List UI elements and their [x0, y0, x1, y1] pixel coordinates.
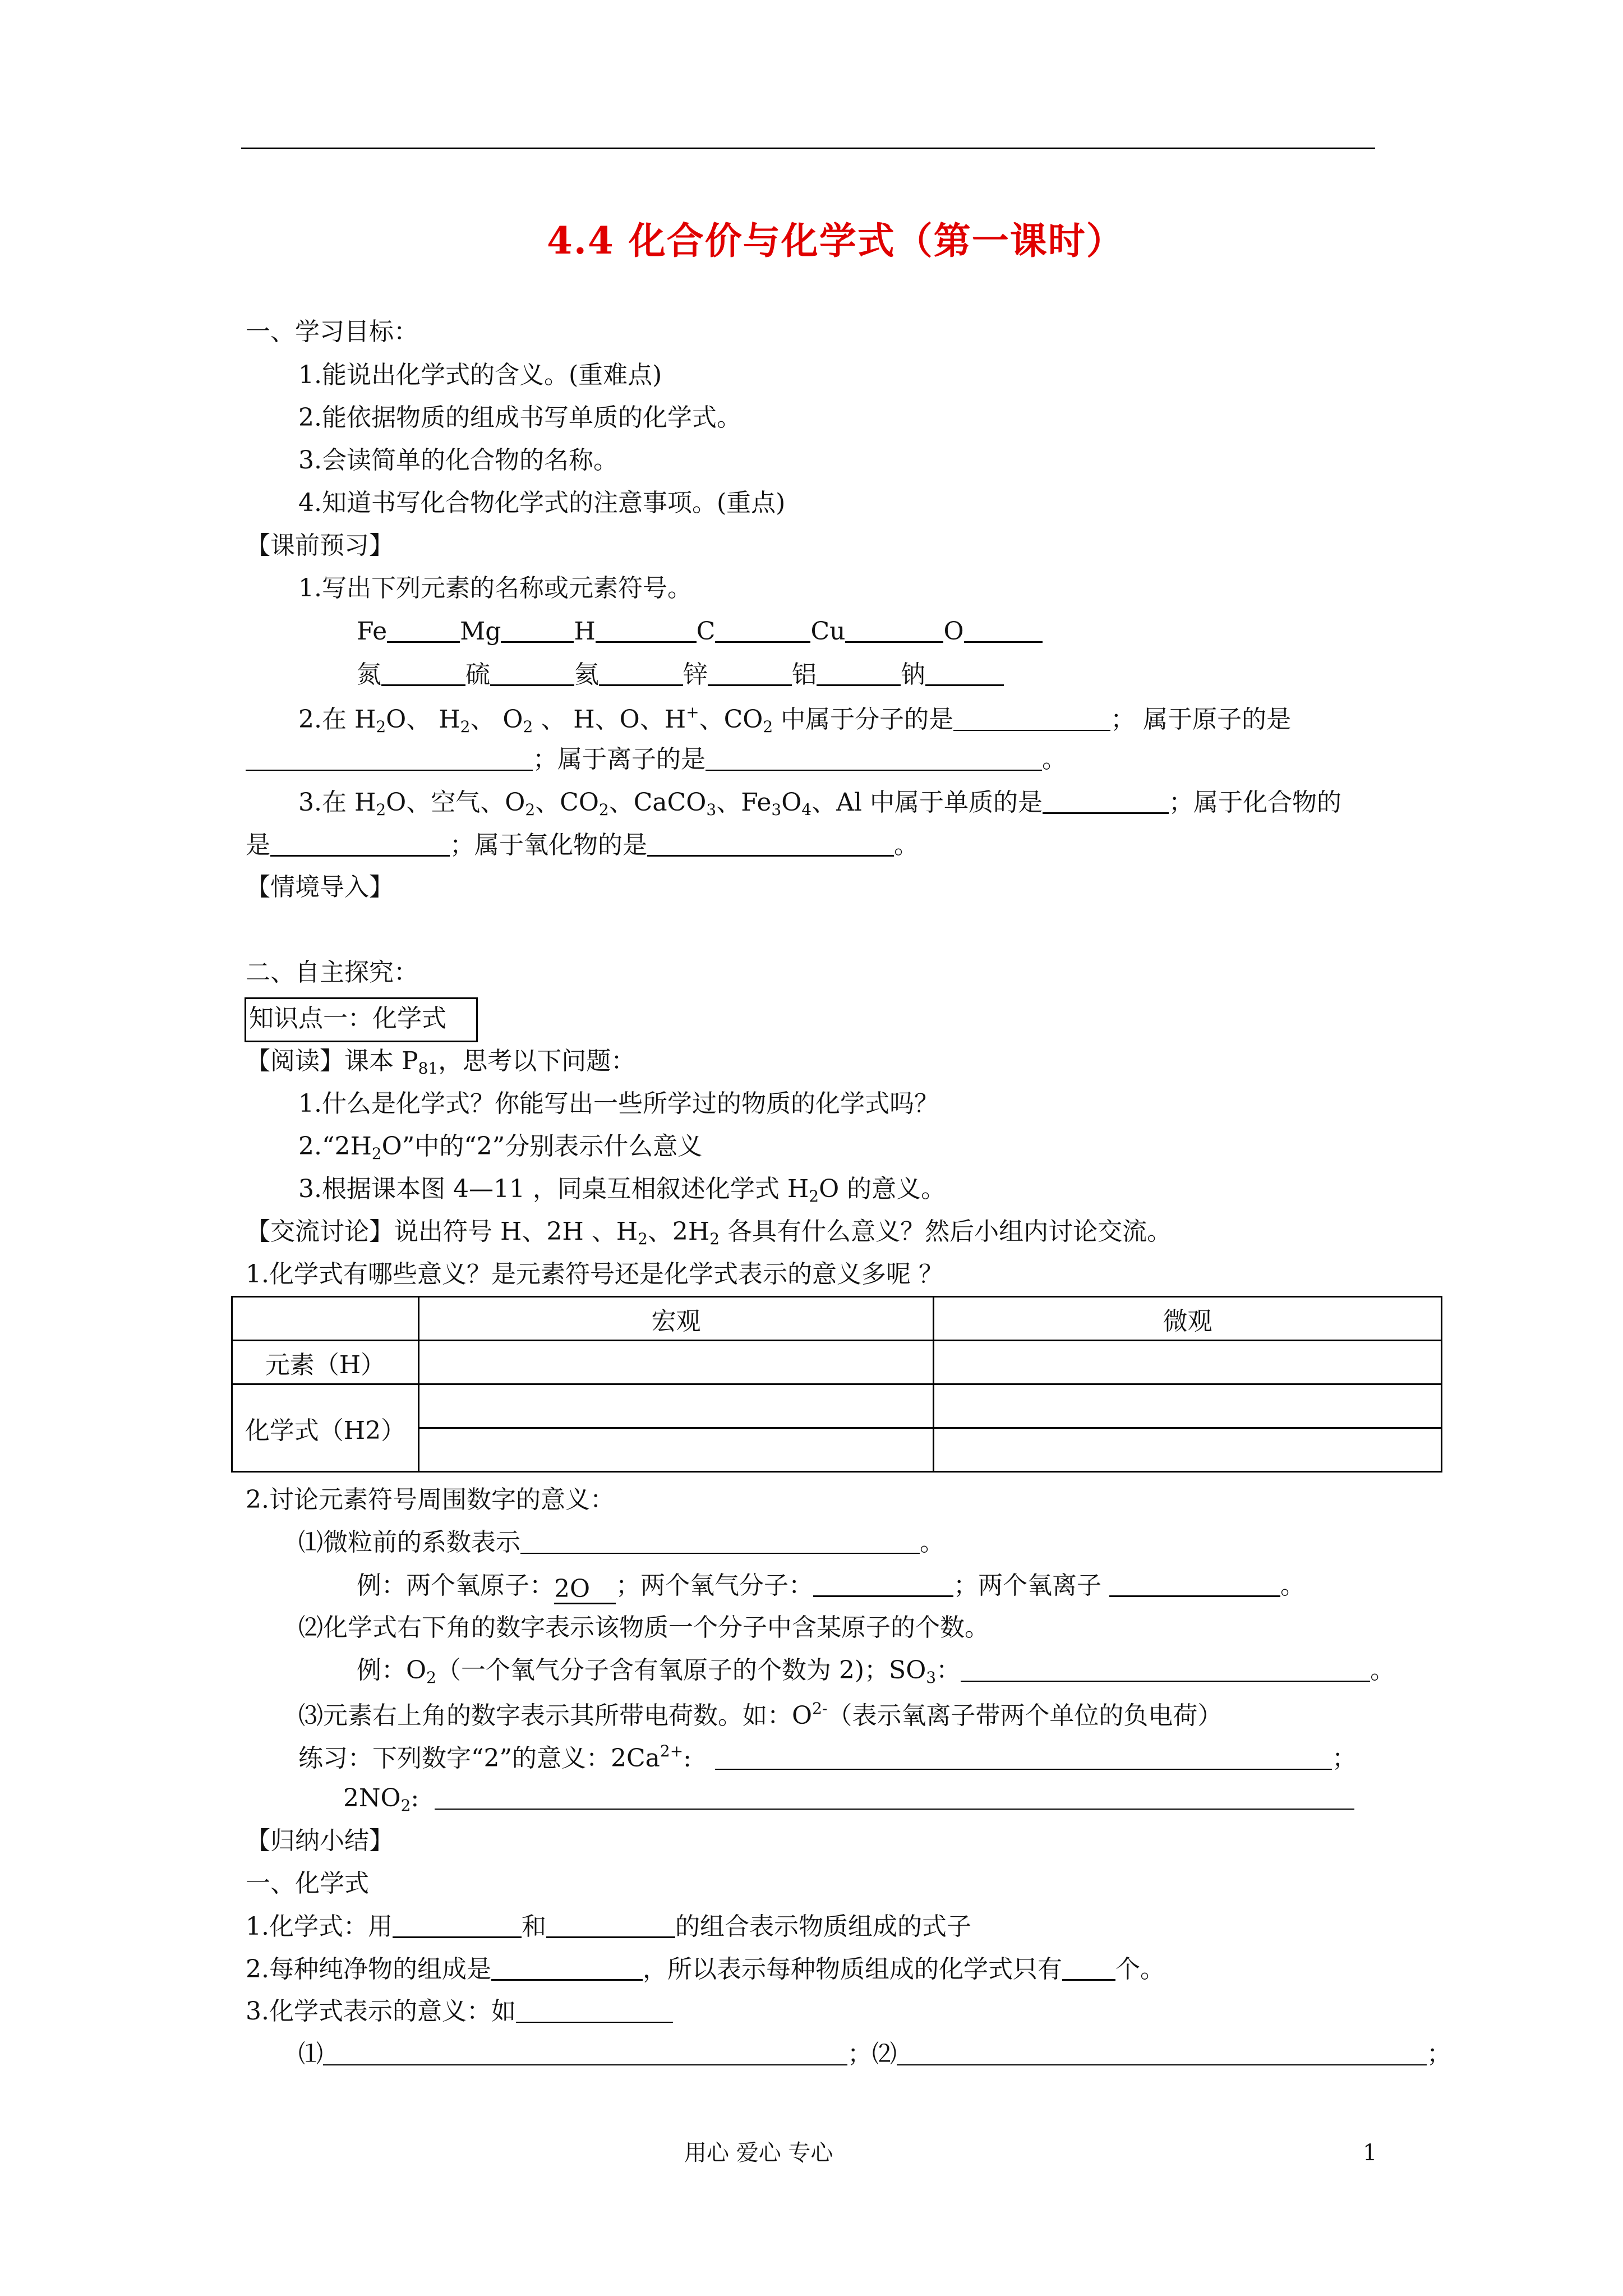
read-question: $2.“2H_2O$”中的“2”分别表示什么意义: [298, 1132, 703, 1163]
answer-blank[interactable]: [520, 1530, 920, 1554]
symbol: Fe: [357, 617, 388, 646]
answer-cell[interactable]: [419, 1341, 934, 1384]
answer-blank[interactable]: [817, 662, 901, 686]
symbol: O: [943, 617, 964, 646]
preview-question-3: 3.在 $H_2O$、空气、$O_2$、$CO_2$、CaCO$_3$、$Fe_3O_4$、Al 中属于单质的是 ；属于化合物的: [298, 788, 1341, 819]
symbol-row: [357, 619, 1043, 644]
column-header-macro: 宏观: [419, 1297, 934, 1341]
answer-blank[interactable]: [501, 619, 574, 643]
discussion-instruction: 【交流讨论】说出符号 H、2H 、$H_2$、$2H_2$ 各具有什么意义？然后小组内讨论交流。: [246, 1217, 1172, 1248]
symbol: Cu: [810, 617, 846, 646]
goal-item: 4.知道书写化合物化学式的注意事项。(重点): [298, 489, 786, 517]
meaning-question: 1.化学式有哪些意义？是元素符号还是化学式表示的意义多呢 ？: [246, 1260, 943, 1289]
answer-blank[interactable]: [647, 832, 894, 857]
answer-blank[interactable]: [961, 1658, 1370, 1682]
answer-cell[interactable]: [934, 1341, 1442, 1384]
element-name: 铝: [792, 660, 817, 689]
goal-item: 3.会读简单的化合物的名称。: [298, 446, 618, 475]
example-1: 例：两个氧原子：2O ；两个氧气分子： ；两个氧离子 。: [357, 1571, 1305, 1603]
answer-blank[interactable]: [1043, 790, 1169, 814]
knowledge-point-label: 知识点一：化学式: [249, 1004, 446, 1033]
element-name: 氮: [357, 660, 381, 689]
answer-blank[interactable]: [323, 2042, 847, 2065]
answer-blank[interactable]: [845, 619, 943, 643]
answer-blank[interactable]: [491, 1957, 643, 1981]
answer-cell[interactable]: [419, 1428, 934, 1472]
read-question: 3.根据课本图 4—11 ，同桌互相叙述化学式 $H_2O$ 的意义。: [298, 1175, 946, 1205]
point-3: ⑶元素右上角的数字表示其所带电荷数。如：$O^{2-}$（表示氧离子带两个单位的负电荷）: [298, 1699, 1223, 1730]
meaning-table: [231, 1296, 1442, 1473]
answer-blank[interactable]: [708, 662, 792, 686]
element-name: 氦: [574, 660, 599, 689]
preview-question-2: 2.在 $H_2O$、 $H_2$、 $O_2$ 、 H、O、H+、$CO_2$ 中属于分子的是 ； 属于原子的是: [298, 703, 1292, 736]
answer-blank[interactable]: [925, 662, 1004, 686]
answer-blank[interactable]: [490, 662, 574, 686]
read-instruction: 【阅读】课本 $P_{81}$，思考以下问题：: [246, 1047, 636, 1078]
scene-heading: 【情境导入】: [246, 873, 394, 901]
goal-item: 1.能说出化学式的含义。(重难点): [298, 361, 662, 389]
row-label-formula: 化学式（H2）: [232, 1384, 419, 1472]
filled-answer: 2O: [554, 1577, 616, 1604]
page-number: 1: [1363, 2140, 1377, 2166]
practice-no2: $2NO_2$:: [343, 1786, 1354, 1814]
answer-blank[interactable]: [516, 1999, 673, 2023]
answer-blank[interactable]: [387, 619, 460, 643]
point-1: ⑴微粒前的系数表示 。: [298, 1528, 944, 1557]
page-title: 4.4 化合价与化学式（第一课时）: [547, 219, 1124, 263]
summary-heading: 【归纳小结】: [246, 1826, 394, 1855]
preview-question-3-line2: 是 ；属于氧化物的是 。: [246, 831, 919, 859]
answer-blank[interactable]: [270, 832, 450, 857]
preview-question-2-line2: ；属于离子的是 。: [246, 747, 1067, 772]
answer-blank[interactable]: [393, 1914, 522, 1938]
goal-item: 2.能依据物质的组成书写单质的化学式。: [298, 403, 741, 432]
symbol: H: [574, 617, 596, 646]
symbol: Mg: [460, 617, 501, 646]
element-name-row: [357, 662, 1004, 687]
row-label-element: 元素（H）: [232, 1341, 419, 1384]
answer-blank[interactable]: [964, 619, 1043, 643]
answer-blank[interactable]: [897, 2042, 1427, 2065]
preview-question-1: 1.写出下列元素的名称或元素符号。: [298, 574, 692, 602]
table-corner-cell: [232, 1297, 419, 1341]
answer-blank[interactable]: [1062, 1957, 1115, 1981]
header-rule: [241, 148, 1375, 149]
practice: 练习：下列数字“2”的意义：$2Ca^{2+}$: ；: [298, 1742, 1357, 1773]
answer-blank[interactable]: [715, 619, 810, 643]
footer-motto: 用心 爱心 专心: [684, 2140, 833, 2166]
answer-blank[interactable]: [381, 662, 465, 686]
answer-blank[interactable]: [706, 747, 1042, 771]
answer-cell[interactable]: [934, 1428, 1442, 1472]
element-name: 锌: [683, 660, 708, 689]
element-name: 硫: [465, 660, 490, 689]
answer-blank[interactable]: [599, 662, 683, 686]
symbol: C: [696, 617, 716, 646]
preview-heading: 【课前预习】: [246, 531, 394, 560]
read-question: 1.什么是化学式？你能写出一些所学过的物质的化学式吗？: [298, 1089, 939, 1118]
summary-subheading: 一、化学式: [246, 1869, 369, 1898]
element-name: 钠: [901, 660, 925, 689]
answer-blank[interactable]: [246, 747, 533, 771]
summary-item-1: 1.化学式：用 和 的组合表示物质组成的式子: [246, 1912, 971, 1941]
answer-cell[interactable]: [419, 1384, 934, 1428]
answer-cell[interactable]: [934, 1384, 1442, 1428]
answer-blank[interactable]: [596, 619, 697, 643]
numbers-question: 2.讨论元素符号周围数字的意义：: [246, 1485, 615, 1514]
column-header-micro: 微观: [934, 1297, 1442, 1341]
answer-blank[interactable]: [1109, 1573, 1280, 1597]
answer-blank[interactable]: [435, 1786, 1354, 1810]
answer-blank[interactable]: [813, 1573, 953, 1597]
section-heading-goals: 一、学习目标：: [246, 318, 418, 346]
example-2: 例：$O_2$（一个氧气分子含有氧原子的个数为 2)；$SO_3$： 。: [357, 1656, 1395, 1687]
answer-blank[interactable]: [546, 1914, 675, 1938]
section-heading-explore: 二、自主探究：: [246, 958, 418, 987]
answer-blank[interactable]: [715, 1746, 1332, 1770]
answer-blank[interactable]: [953, 707, 1110, 731]
summary-item-2: 2.每种纯净物的组成是 ，所以表示每种物质组成的化学式只有 个。: [246, 1955, 1165, 1984]
summary-item-4: ⑴ ；⑵ ；: [298, 2040, 1451, 2068]
summary-item-3: 3.化学式表示的意义：如: [246, 1999, 673, 2024]
point-2: ⑵化学式右下角的数字表示该物质一个分子中含某原子的个数。: [298, 1613, 989, 1642]
